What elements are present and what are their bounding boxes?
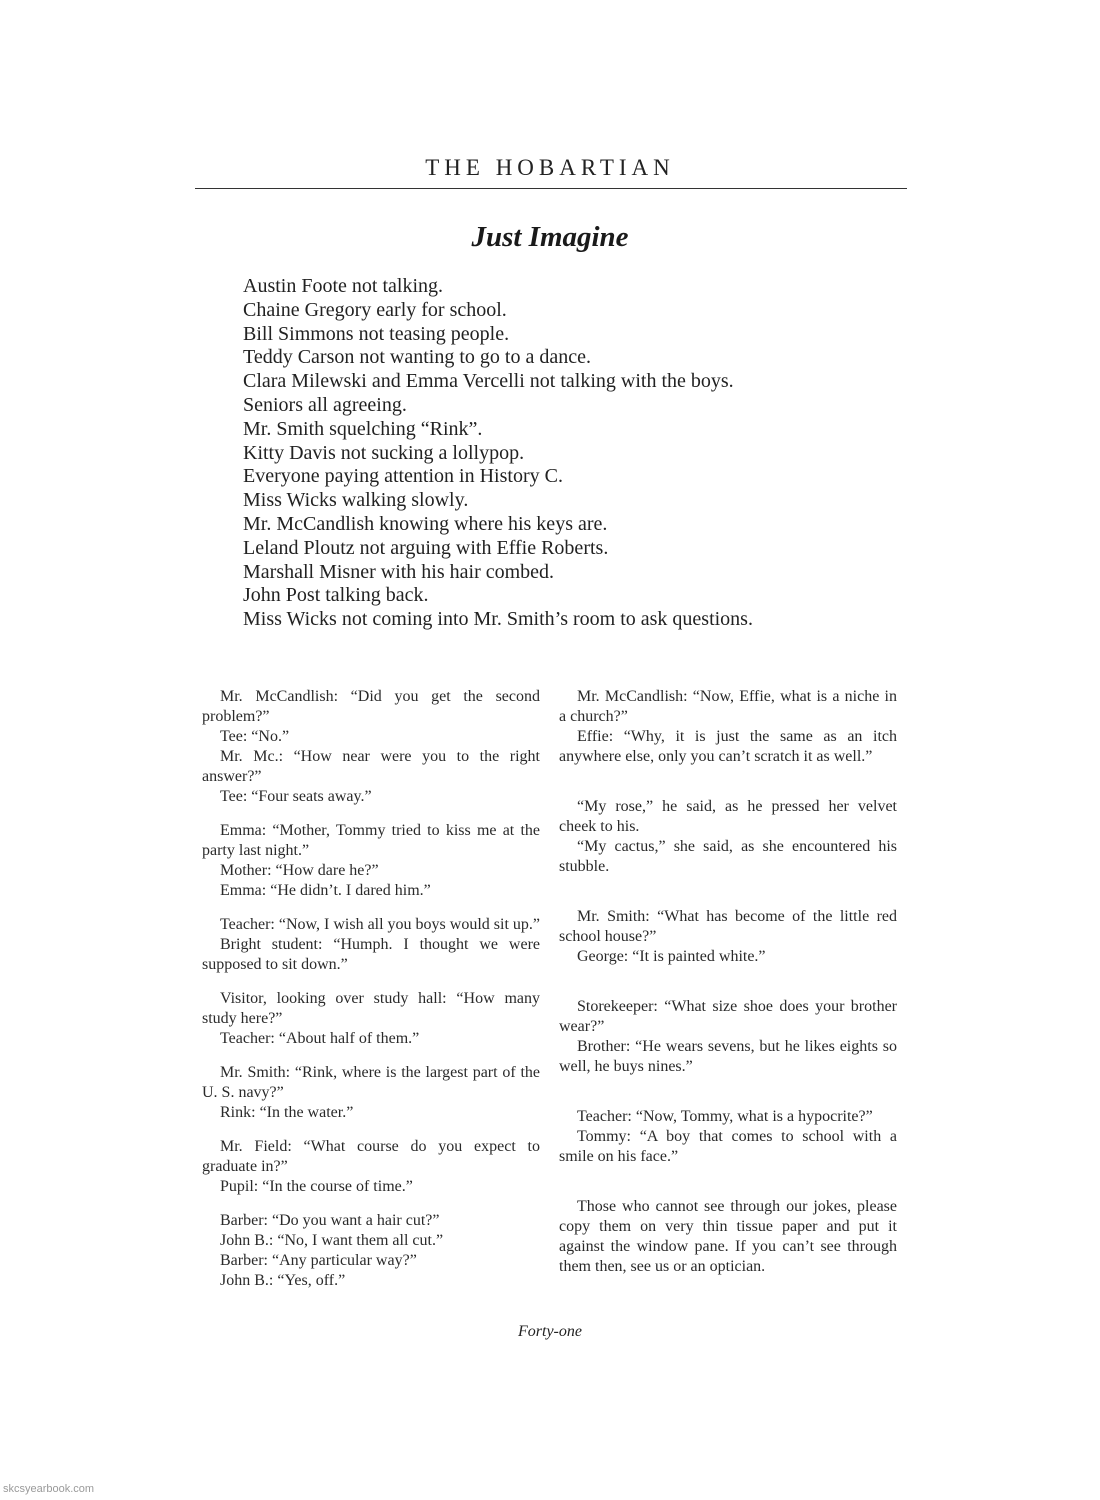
joke: [559, 797, 897, 877]
joke-line: Mr. McCandlish: “Did you get the second problem?”: [202, 688, 540, 725]
list-item: Teddy Carson not wanting to go to a dance.: [243, 346, 591, 369]
joke-line: Teacher: “Now, I wish all you boys would sit up.”: [220, 916, 540, 933]
joke-line: Mr. Smith: “What has become of the little red school house?”: [559, 908, 897, 945]
just-imagine-list: [243, 275, 923, 632]
jokes-right-column: [559, 687, 897, 1277]
joke-line: Emma: “He didn’t. I dared him.”: [220, 882, 431, 899]
joke: [202, 1137, 540, 1197]
joke: [559, 1107, 897, 1167]
joke: [559, 687, 897, 767]
joke: [559, 997, 897, 1077]
joke-line: Mr. Mc.: “How near were you to the right answer?”: [202, 748, 540, 785]
header-rule: [195, 188, 907, 189]
joke-line: Brother: “He wears sevens, but he likes eights so well, he buys nines.”: [559, 1038, 897, 1075]
joke-line: Teacher: “About half of them.”: [220, 1030, 420, 1047]
list-item: Austin Foote not talking.: [243, 275, 443, 297]
list-item: Marshall Misner with his hair combed.: [243, 560, 555, 583]
joke-line: Storekeeper: “What size shoe does your brother wear?”: [559, 998, 897, 1035]
list-item: Seniors all agreeing.: [243, 393, 407, 416]
joke: [559, 907, 897, 967]
joke: [202, 915, 540, 975]
list-item: Everyone paying attention in History C.: [243, 465, 563, 488]
joke-line: Mother: “How dare he?”: [220, 862, 379, 879]
joke-line: Mr. Field: “What course do you expect to graduate in?”: [202, 1138, 540, 1175]
list-item: Bill Simmons not teasing people.: [243, 322, 510, 345]
list-item: Miss Wicks not coming into Mr. Smith’s room to ask questions.: [243, 608, 753, 631]
joke-line: John B.: “No, I want them all cut.”: [220, 1232, 444, 1249]
joke-line: Bright student: “Humph. I thought we were supposed to sit down.”: [202, 936, 540, 973]
joke-line: Rink: “In the water.”: [220, 1104, 354, 1121]
section-title: Just Imagine: [471, 221, 629, 253]
list-item: Mr. McCandlish knowing where his keys are.: [243, 512, 608, 535]
joke: [202, 821, 540, 901]
joke: [559, 1197, 897, 1277]
joke-line: Visitor, looking over study hall: “How many study here?”: [202, 990, 540, 1027]
list-item: Leland Ploutz not arguing with Effie Roberts.: [243, 536, 609, 559]
jokes-left-column: [202, 687, 540, 1291]
joke-line: Barber: “Any particular way?”: [220, 1252, 417, 1269]
joke-line: Teacher: “Now, Tommy, what is a hypocrite?”: [577, 1108, 873, 1125]
site-watermark: skcsyearbook.com: [3, 1483, 95, 1495]
joke-line: Effie: “Why, it is just the same as an itch anywhere else, only you can’t scratch it as well.”: [559, 728, 897, 765]
list-item: Kitty Davis not sucking a lollypop.: [243, 441, 525, 464]
running-header: THE HOBARTIAN: [425, 155, 675, 180]
joke-line: Tee: “Four seats away.”: [220, 788, 372, 805]
list-item: Chaine Gregory early for school.: [243, 298, 507, 321]
joke: [202, 687, 540, 807]
list-item: Mr. Smith squelching “Rink”.: [243, 417, 483, 440]
joke-line: “My rose,” he said, as he pressed her velvet cheek to his.: [559, 798, 897, 835]
joke-line: Tommy: “A boy that comes to school with a smile on his face.”: [559, 1128, 897, 1165]
joke-line: Barber: “Do you want a hair cut?”: [220, 1212, 440, 1229]
joke-line: Mr. McCandlish: “Now, Effie, what is a niche in a church?”: [559, 688, 897, 725]
joke-line: George: “It is painted white.”: [577, 948, 766, 965]
joke-line: Mr. Smith: “Rink, where is the largest part of the U. S. navy?”: [202, 1064, 540, 1101]
joke: [202, 1063, 540, 1123]
joke-line: Pupil: “In the course of time.”: [220, 1178, 413, 1195]
joke-line: Tee: “No.”: [220, 728, 290, 745]
joke: [202, 989, 540, 1049]
joke-line: “My cactus,” she said, as she encountered his stubble.: [559, 838, 897, 875]
joke-line: Emma: “Mother, Tommy tried to kiss me at the party last night.”: [202, 822, 540, 859]
list-item: Clara Milewski and Emma Vercelli not talking with the boys.: [243, 370, 734, 393]
list-item: John Post talking back.: [243, 584, 429, 607]
joke-line: John B.: “Yes, off.”: [220, 1272, 346, 1289]
page-number: Forty-one: [518, 1323, 582, 1340]
joke-line: Those who cannot see through our jokes, please copy them on very thin tissue paper and put it against the window pane. If you can’t see through them then, see us or an optician.: [559, 1198, 897, 1275]
joke: [202, 1211, 540, 1291]
list-item: Miss Wicks walking slowly.: [243, 489, 469, 512]
